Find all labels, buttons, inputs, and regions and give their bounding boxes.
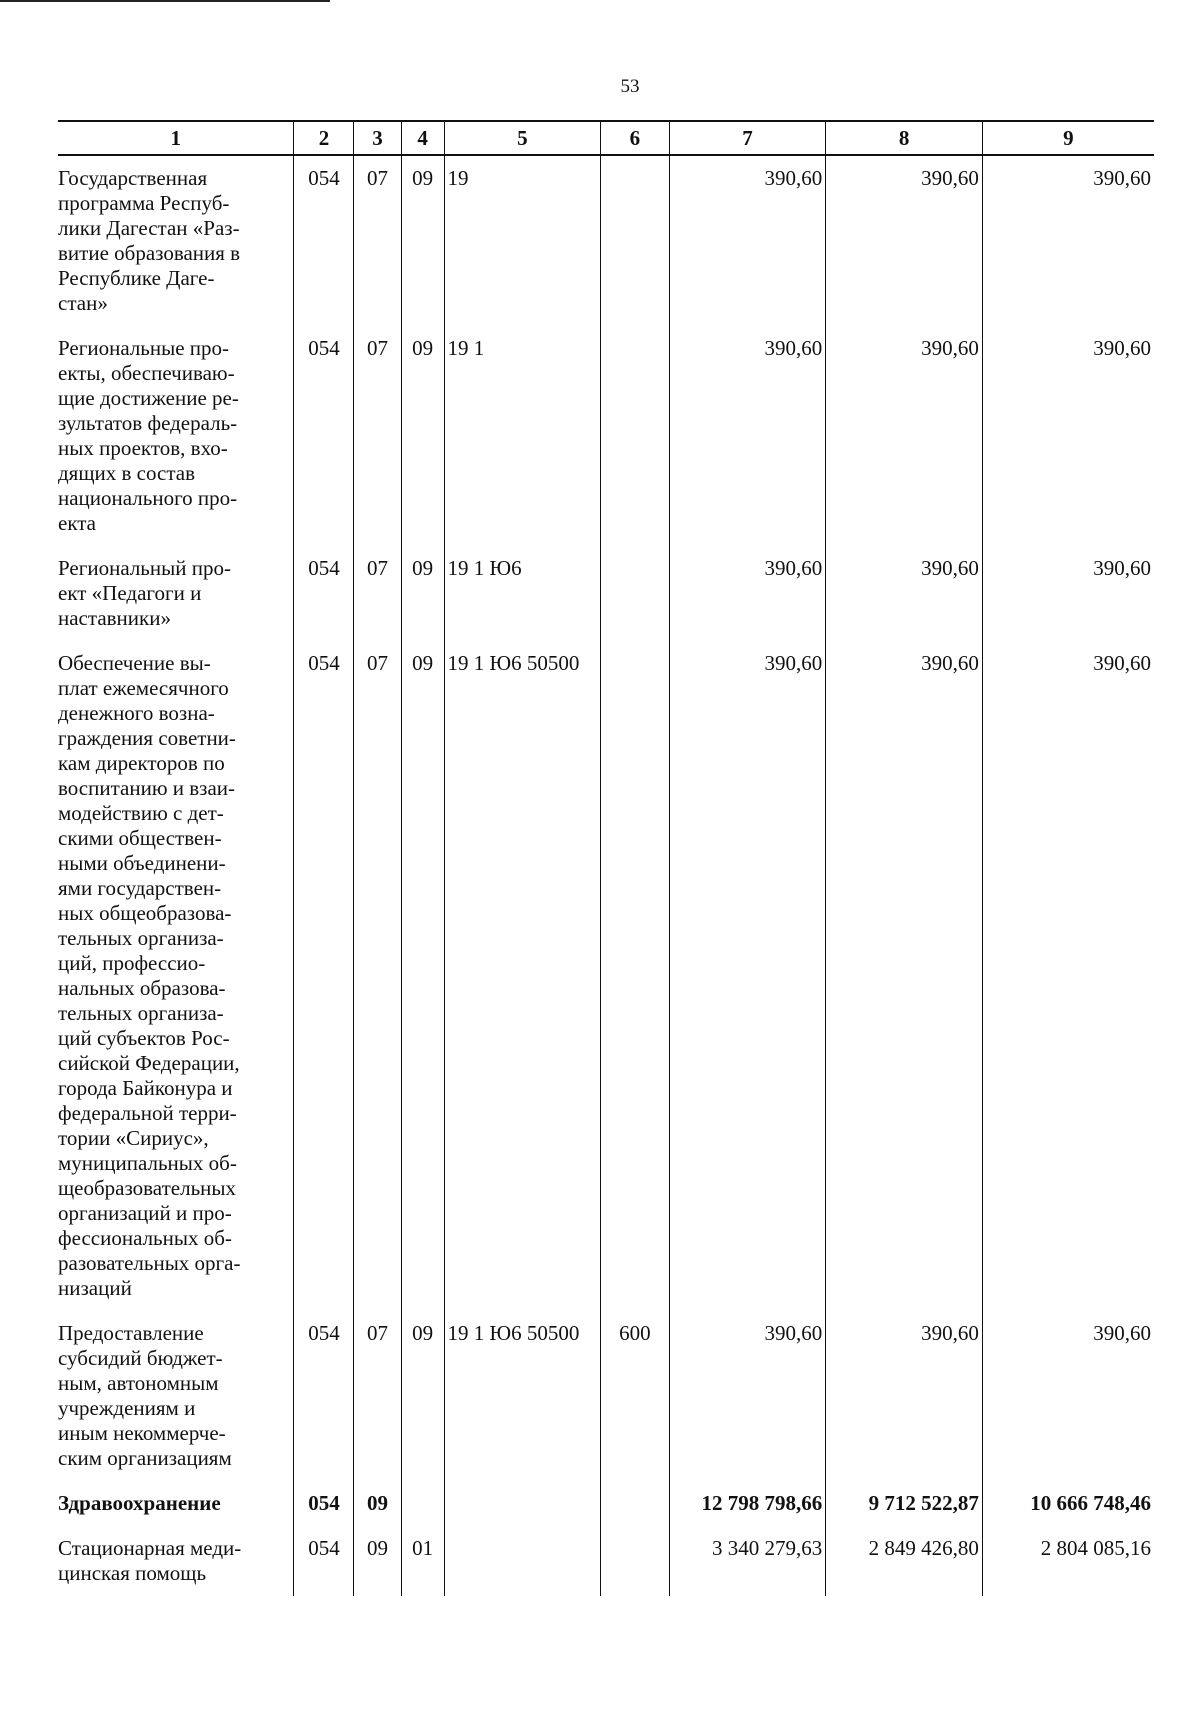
expense-type-cell: [601, 326, 670, 546]
target-article-cell: [444, 1526, 601, 1596]
section-code-cell: 07: [354, 326, 401, 546]
row-name-line: модействию с дет-: [58, 801, 224, 825]
amount-year2-cell: 2 849 426,80: [826, 1526, 983, 1596]
row-name-line: ций, профессио-: [58, 951, 206, 975]
amount-year2-cell: 390,60: [826, 326, 983, 546]
row-name-line: муниципальных об-: [58, 1151, 237, 1175]
row-name-line: ных общеобразова-: [58, 901, 232, 925]
amount-year2-cell: 9 712 522,87: [826, 1481, 983, 1526]
row-name-line: зультатов федераль-: [58, 411, 238, 435]
row-name-line: витие образования в: [58, 241, 241, 265]
table-body: [58, 155, 1154, 1596]
table-row: [58, 1481, 1154, 1526]
ministry-code-cell: 054: [294, 326, 354, 546]
subsection-code-cell: 09: [401, 1311, 444, 1481]
row-name-cell: [58, 1481, 294, 1526]
table-row: [58, 155, 1154, 326]
row-name-line: ций субъектов Рос-: [58, 1026, 230, 1050]
section-code-cell: 09: [354, 1526, 401, 1596]
row-name-line: тории «Сириус»,: [58, 1126, 209, 1150]
target-article-cell: 19 1 Ю6 50500: [444, 1311, 601, 1481]
section-code-cell: 07: [354, 155, 401, 326]
amount-year1-cell: 3 340 279,63: [669, 1526, 826, 1596]
row-name-cell: [58, 326, 294, 546]
row-name-line: екты, обеспечиваю-: [58, 361, 235, 385]
expense-type-cell: 600: [601, 1311, 670, 1481]
row-name-line: ными объединени-: [58, 851, 226, 875]
ministry-code-cell: 054: [294, 1526, 354, 1596]
row-name-line: граждения советни-: [58, 726, 236, 750]
row-name-line: учреждениям и: [58, 1396, 196, 1420]
amount-year3-cell: 390,60: [982, 155, 1154, 326]
row-name-line: федеральной терри-: [58, 1101, 237, 1125]
table-header-row: [58, 121, 1154, 155]
row-name-line: разовательных орга-: [58, 1251, 241, 1275]
section-code-cell: 07: [354, 641, 401, 1311]
amount-year2-cell: 390,60: [826, 546, 983, 641]
row-name-line: ным, автономным: [58, 1371, 219, 1395]
row-name-line: нальных образова-: [58, 976, 226, 1000]
row-name-line: фессиональных об-: [58, 1226, 232, 1250]
row-name-line: сийской Федерации,: [58, 1051, 240, 1075]
row-name-line: тельных организа-: [58, 1001, 224, 1025]
ministry-code-cell: 054: [294, 1311, 354, 1481]
row-name-line: Региональный про-: [58, 556, 231, 580]
target-article-cell: 19 1 Ю6: [444, 546, 601, 641]
column-header: 2: [294, 121, 354, 155]
row-name-line: кам директоров по: [58, 751, 225, 775]
amount-year1-cell: 12 798 798,66: [669, 1481, 826, 1526]
target-article-cell: 19 1: [444, 326, 601, 546]
top-edge-rule: [0, 0, 330, 2]
target-article-cell: 19: [444, 155, 601, 326]
column-header: 8: [826, 121, 983, 155]
ministry-code-cell: 054: [294, 641, 354, 1311]
subsection-code-cell: [401, 1481, 444, 1526]
amount-year3-cell: 2 804 085,16: [982, 1526, 1154, 1596]
column-header: 9: [982, 121, 1154, 155]
amount-year2-cell: 390,60: [826, 155, 983, 326]
section-code-cell: 07: [354, 546, 401, 641]
column-header: 3: [354, 121, 401, 155]
budget-table: [58, 120, 1154, 1596]
row-name-line: плат ежемесячного: [58, 676, 229, 700]
row-name-line: екта: [58, 511, 97, 535]
expense-type-cell: [601, 1481, 670, 1526]
ministry-code-cell: 054: [294, 1481, 354, 1526]
amount-year2-cell: 390,60: [826, 1311, 983, 1481]
row-name-line: Республике Даге-: [58, 266, 215, 290]
row-name-line: организаций и про-: [58, 1201, 232, 1225]
subsection-code-cell: 09: [401, 155, 444, 326]
row-name-line: ных проектов, вхо-: [58, 436, 228, 460]
section-code-cell: 07: [354, 1311, 401, 1481]
subsection-code-cell: 09: [401, 546, 444, 641]
row-name-line: Обеспечение вы-: [58, 651, 211, 675]
table-row: [58, 326, 1154, 546]
row-name-cell: [58, 1526, 294, 1596]
row-name-line: национального про-: [58, 486, 238, 510]
row-name-line: программа Респуб-: [58, 191, 230, 215]
row-name-line: иным некоммерче-: [58, 1421, 226, 1445]
page-number: 53: [620, 76, 640, 97]
row-name-line: низаций: [58, 1276, 132, 1300]
row-name-line: города Байконура и: [58, 1076, 233, 1100]
row-name-line: Предоставление: [58, 1321, 204, 1345]
amount-year3-cell: 390,60: [982, 1311, 1154, 1481]
amount-year1-cell: 390,60: [669, 546, 826, 641]
amount-year1-cell: 390,60: [669, 641, 826, 1311]
expense-type-cell: [601, 641, 670, 1311]
subsection-code-cell: 09: [401, 326, 444, 546]
amount-year2-cell: 390,60: [826, 641, 983, 1311]
amount-year3-cell: 10 666 748,46: [982, 1481, 1154, 1526]
row-name-cell: [58, 641, 294, 1311]
column-header: 6: [601, 121, 670, 155]
amount-year3-cell: 390,60: [982, 546, 1154, 641]
row-name-cell: [58, 546, 294, 641]
amount-year3-cell: 390,60: [982, 641, 1154, 1311]
subsection-code-cell: 01: [401, 1526, 444, 1596]
section-code-cell: 09: [354, 1481, 401, 1526]
amount-year1-cell: 390,60: [669, 155, 826, 326]
row-name-line: тельных организа-: [58, 926, 224, 950]
row-name-line: субсидий бюджет-: [58, 1346, 223, 1370]
row-name-line: стан»: [58, 291, 108, 315]
table-row: [58, 546, 1154, 641]
row-name-line: Стационарная меди-: [58, 1536, 242, 1560]
table-row: [58, 1311, 1154, 1481]
row-name-cell: [58, 155, 294, 326]
amount-year3-cell: 390,60: [982, 326, 1154, 546]
column-header: 7: [669, 121, 826, 155]
row-name-line: дящих в состав: [58, 461, 196, 485]
subsection-code-cell: 09: [401, 641, 444, 1311]
expense-type-cell: [601, 155, 670, 326]
ministry-code-cell: 054: [294, 155, 354, 326]
row-name-line: ект «Педагоги и: [58, 581, 202, 605]
table-row: [58, 1526, 1154, 1596]
target-article-cell: 19 1 Ю6 50500: [444, 641, 601, 1311]
row-name-line: Региональные про-: [58, 336, 230, 360]
row-name-line: щеобразовательных: [58, 1176, 236, 1200]
ministry-code-cell: 054: [294, 546, 354, 641]
row-name-line: наставники»: [58, 606, 171, 630]
amount-year1-cell: 390,60: [669, 326, 826, 546]
row-name-line: воспитанию и взаи-: [58, 776, 236, 800]
column-header: 1: [58, 121, 294, 155]
row-name-line: Здравоохранение: [58, 1491, 221, 1515]
expense-type-cell: [601, 546, 670, 641]
row-name-line: скими обществен-: [58, 826, 222, 850]
table-row: [58, 641, 1154, 1311]
row-name-cell: [58, 1311, 294, 1481]
expense-type-cell: [601, 1526, 670, 1596]
target-article-cell: [444, 1481, 601, 1526]
row-name-line: денежного возна-: [58, 701, 215, 725]
column-header: 4: [401, 121, 444, 155]
row-name-line: цинская помощь: [58, 1561, 207, 1585]
row-name-line: ями государствен-: [58, 876, 222, 900]
row-name-line: лики Дагестан «Раз-: [58, 216, 240, 240]
row-name-line: ским организациям: [58, 1446, 232, 1470]
row-name-line: щие достижение ре-: [58, 386, 239, 410]
column-header: 5: [444, 121, 601, 155]
row-name-line: Государственная: [58, 166, 208, 190]
amount-year1-cell: 390,60: [669, 1311, 826, 1481]
